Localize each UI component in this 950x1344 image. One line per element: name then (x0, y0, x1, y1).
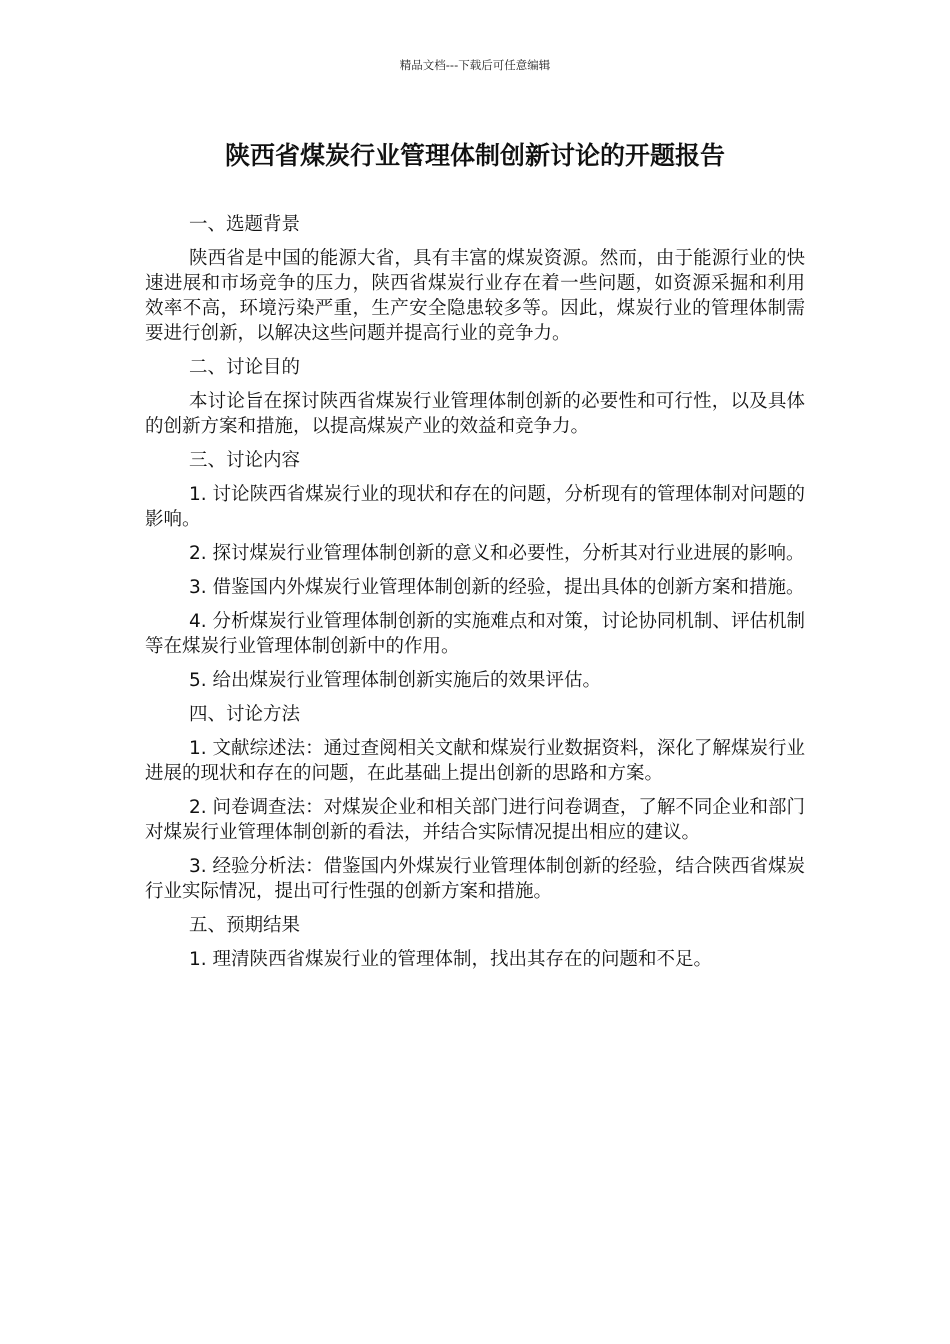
section-heading-purpose: 二、讨论目的 (189, 357, 301, 378)
result-item-1: 1. 理清陕西省煤炭行业的管理体制，找出其存在的问题和不足。 (189, 949, 713, 970)
method-item-2: 2. 问卷调查法：对煤炭企业和相关部门进行问卷调查，了解不同企业和部门对煤炭行业管理体制创新的看法，并结合实际情况提出相应的建议。 (145, 797, 805, 843)
content-item-5: 5. 给出煤炭行业管理体制创新实施后的效果评估。 (189, 670, 602, 691)
content-item-4: 4. 分析煤炭行业管理体制创新的实施难点和对策，讨论协同机制、评估机制等在煤炭行业管理体制创新中的作用。 (145, 611, 805, 657)
method-item-1: 1. 文献综述法：通过查阅相关文献和煤炭行业数据资料，深化了解煤炭行业进展的现状和存在的问题，在此基础上提出创新的思路和方案。 (145, 738, 805, 784)
section-heading-methods: 四、讨论方法 (189, 704, 301, 725)
content-item-2: 2. 探讨煤炭行业管理体制创新的意义和必要性，分析其对行业进展的影响。 (189, 543, 805, 564)
paragraph-purpose: 本讨论旨在探讨陕西省煤炭行业管理体制创新的必要性和可行性，以及具体的创新方案和措施，以提高煤炭产业的效益和竞争力。 (145, 391, 805, 437)
content-item-1: 1. 讨论陕西省煤炭行业的现状和存在的问题，分析现有的管理体制对问题的影响。 (145, 484, 805, 530)
method-item-3: 3. 经验分析法：借鉴国内外煤炭行业管理体制创新的经验，结合陕西省煤炭行业实际情况，提出可行性强的创新方案和措施。 (145, 856, 805, 902)
document-title: 陕西省煤炭行业管理体制创新讨论的开题报告 (224, 141, 725, 170)
page-header: 精品文档---下载后可任意编辑 (399, 58, 551, 72)
section-heading-content: 三、讨论内容 (189, 450, 301, 471)
content-item-3: 3. 借鉴国内外煤炭行业管理体制创新的经验，提出具体的创新方案和措施。 (189, 577, 805, 598)
document-body (145, 212, 805, 981)
section-heading-background: 一、选题背景 (189, 214, 301, 235)
section-heading-results: 五、预期结果 (189, 915, 301, 936)
paragraph-background: 陕西省是中国的能源大省，具有丰富的煤炭资源。然而，由于能源行业的快速进展和市场竞争的压力，陕西省煤炭行业存在着一些问题，如资源采掘和利用效率不高，环境污染严重，生产安全隐患较多等。因此，煤炭行业的管理体制需要进行创新，以解决这些问题并提高行业的竞争力。 (145, 248, 805, 344)
